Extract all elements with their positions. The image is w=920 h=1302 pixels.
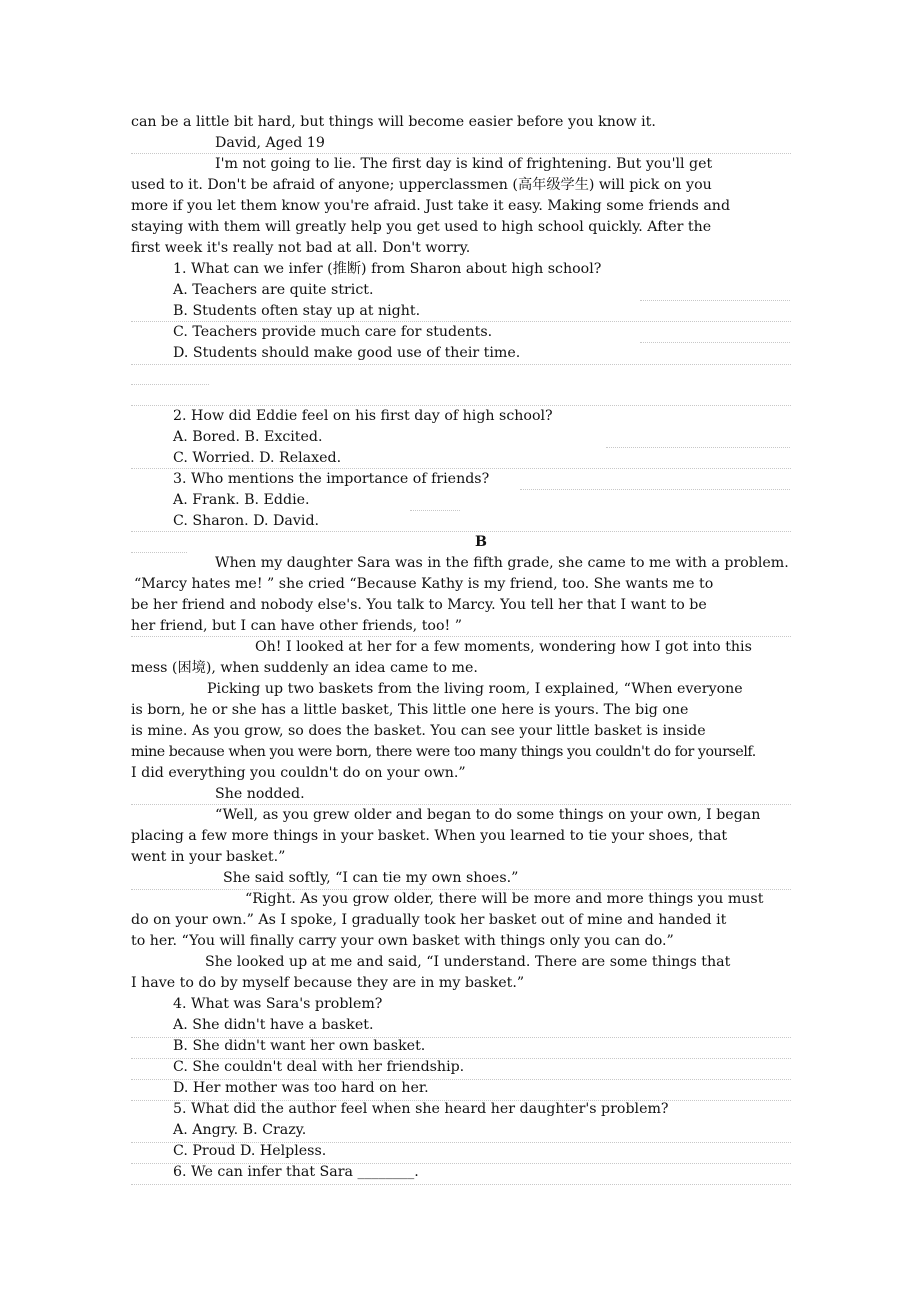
section-b-heading: B (475, 534, 487, 550)
passage-b-line: mess (困境), when suddenly an idea came to me. (131, 660, 478, 676)
passage-b-line: placing a few more things in your basket. When you learned to tie your shoes, that (131, 828, 728, 844)
option-1a: A. Teachers are quite strict. (173, 282, 374, 298)
passage-b-line: She said softly, “I can tie my own shoes.” (223, 870, 519, 886)
options-3ab: A. Frank. B. Eddie. (173, 492, 310, 508)
question-2: 2. How did Eddie feel on his first day of high school? (173, 408, 553, 424)
dotted-rule (131, 1100, 791, 1101)
question-6: 6. We can infer that Sara ________. (173, 1164, 419, 1180)
dotted-rule (520, 489, 790, 490)
option-1b: B. Students often stay up at night. (173, 303, 421, 319)
passage-a-line: staying with them will greatly help you get used to high school quickly. After the (131, 219, 712, 235)
option-1d: D. Students should make good use of their time. (173, 345, 521, 361)
passage-b-line: Picking up two baskets from the living room, I explained, “When everyone (207, 681, 743, 697)
passage-a-author: David, Aged 19 (215, 135, 325, 151)
dotted-rule (131, 405, 791, 406)
dotted-rule (131, 364, 791, 365)
options-2cd: C. Worried. D. Relaxed. (173, 450, 342, 466)
dotted-rule (131, 1058, 791, 1059)
question-3: 3. Who mentions the importance of friends? (173, 471, 490, 487)
passage-b-line: When my daughter Sara was in the fifth grade, she came to me with a problem. (215, 555, 789, 571)
passage-a-line: first week it's really not bad at all. Don't worry. (131, 240, 471, 256)
passage-b-line: is mine. As you grow, so does the basket. You can see your little basket is inside (131, 723, 706, 739)
option-4a: A. She didn't have a basket. (173, 1017, 374, 1033)
option-4d: D. Her mother was too hard on her. (173, 1080, 429, 1096)
dotted-rule (131, 468, 791, 469)
passage-b-line: She nodded. (215, 786, 305, 802)
passage-b-line: is born, he or she has a little basket, This little one here is yours. The big one (131, 702, 689, 718)
dotted-rule (410, 510, 460, 511)
options-5cd: C. Proud D. Helpless. (173, 1143, 327, 1159)
passage-b-line: Oh! I looked at her for a few moments, wondering how I got into this (255, 639, 752, 655)
passage-a-line: can be a little bit hard, but things will become easier before you know it. (131, 114, 656, 130)
option-1c: C. Teachers provide much care for students. (173, 324, 493, 340)
passage-b-line: be her friend and nobody else's. You talk to Marcy. You tell her that I want to be (131, 597, 707, 613)
dotted-rule (131, 1079, 791, 1080)
dotted-rule (606, 447, 790, 448)
passage-b-line: to her. “You will finally carry your own basket with things only you can do.” (131, 933, 674, 949)
dotted-rule (131, 889, 791, 890)
dotted-rule (640, 342, 790, 343)
passage-b-line: She looked up at me and said, “I understand. There are some things that (205, 954, 731, 970)
dotted-rule (131, 153, 791, 154)
passage-a-line: used to it. Don't be afraid of anyone; upperclassmen (高年级学生) will pick on you (131, 177, 712, 193)
passage-b-line: mine because when you were born, there were too many things you couldn't do for yourself. (131, 744, 756, 760)
dotted-rule (131, 1142, 791, 1143)
question-4: 4. What was Sara's problem? (173, 996, 383, 1012)
option-4b: B. She didn't want her own basket. (173, 1038, 426, 1054)
dotted-rule (131, 531, 791, 532)
passage-b-line: do on your own.” As I spoke, I gradually took her basket out of mine and handed it (131, 912, 727, 928)
options-5ab: A. Angry. B. Crazy. (173, 1122, 307, 1138)
dotted-rule (131, 384, 209, 385)
passage-b-line: “Well, as you grew older and began to do some things on your own, I began (215, 807, 761, 823)
option-4c: C. She couldn't deal with her friendship. (173, 1059, 465, 1075)
passage-b-line: went in your basket.” (131, 849, 286, 865)
dotted-rule (131, 636, 791, 637)
dotted-rule (640, 300, 790, 301)
passage-a-line: more if you let them know you're afraid. Just take it easy. Making some friends and (131, 198, 731, 214)
dotted-rule (131, 552, 187, 553)
dotted-rule (131, 1037, 791, 1038)
passage-b-line: “Marcy hates me! ” she cried “Because Kathy is my friend, too. She wants me to (134, 576, 714, 592)
question-5: 5. What did the author feel when she heard her daughter's problem? (173, 1101, 669, 1117)
passage-b-line: her friend, but I can have other friends, too! ” (131, 618, 462, 634)
dotted-rule (131, 804, 791, 805)
passage-b-line: “Right. As you grow older, there will be more and more things you must (245, 891, 764, 907)
question-1: 1. What can we infer (推断) from Sharon about high school? (173, 261, 602, 277)
dotted-rule (131, 1163, 791, 1164)
passage-b-line: I did everything you couldn't do on your own.” (131, 765, 466, 781)
options-2ab: A. Bored. B. Excited. (173, 429, 323, 445)
dotted-rule (131, 321, 791, 322)
passage-b-line: I have to do by myself because they are in my basket.” (131, 975, 525, 991)
options-3cd: C. Sharon. D. David. (173, 513, 320, 529)
passage-a-line: I'm not going to lie. The first day is kind of frightening. But you'll get (215, 156, 713, 172)
dotted-rule (131, 1184, 791, 1185)
